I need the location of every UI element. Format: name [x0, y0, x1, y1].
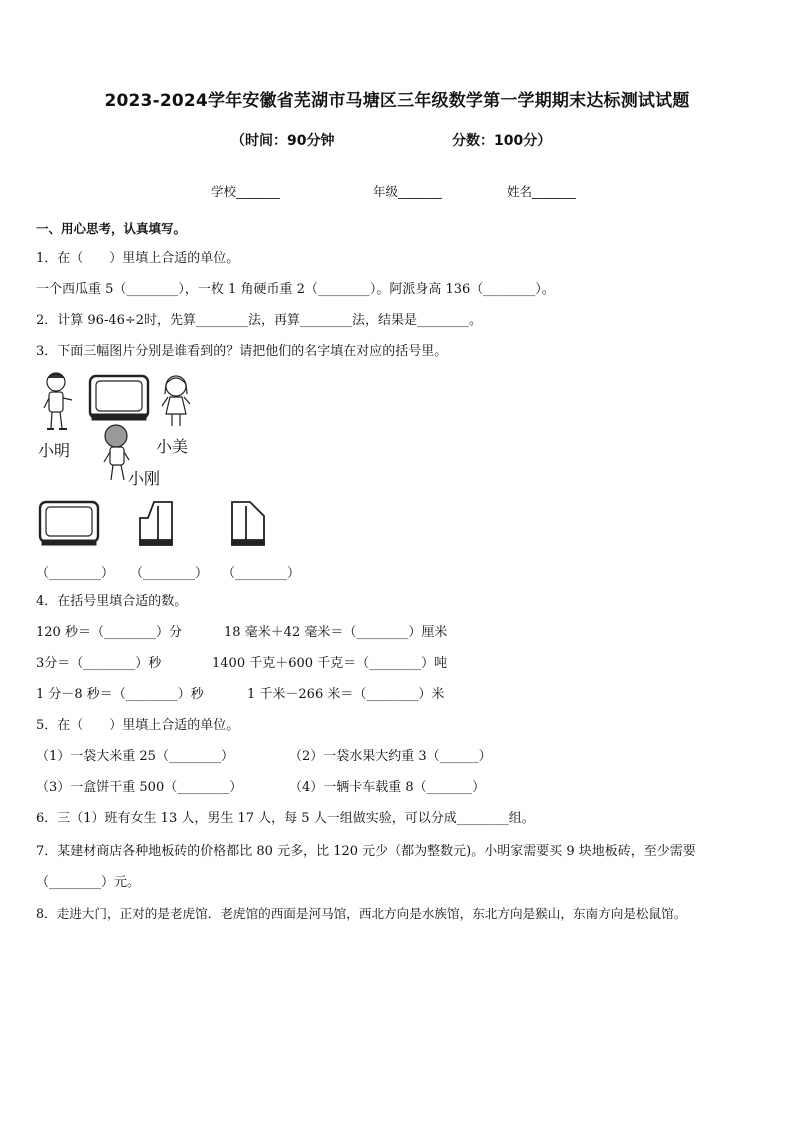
exam-title: 2023-2024学年安徽省芜湖市马塘区三年级数学第一学期期末达标测试试题	[104, 91, 690, 111]
q2-stem: 2．计算 96-46÷2时，先算________法，再算________法，结果是________。	[36, 313, 483, 328]
q1-stem: 1．在（ ）里填上合适的单位。	[36, 251, 240, 266]
q7-answer[interactable]: （________）元。	[36, 875, 141, 890]
q3-answer-1[interactable]: （________）	[36, 566, 115, 581]
q7-stem: 7．某建材商店各种地板砖的价格都比 80 元多，比 120 元少（都为整数元)。小明家需要买 9 块地板砖，至少需要	[36, 844, 696, 859]
label-xiaoming: 小明	[38, 441, 71, 460]
xiaogang-figure	[104, 425, 129, 480]
q4-stem: 4．在括号里填合适的数。	[36, 594, 188, 609]
q5-stem: 5．在（ ）里填上合适的单位。	[36, 718, 240, 733]
q5-item3[interactable]: （3）一盒饼干重 500（________）	[36, 780, 243, 795]
q3-views	[36, 496, 276, 552]
school-field[interactable]: 学校_______	[211, 184, 280, 199]
q8-stem: 8．走进大门，正对的是老虎馆．老虎馆的西面是河马馆，西北方向是水族馆，东北方向是猴山，东南方向是松鼠馆。	[36, 906, 687, 921]
q3-answer-2[interactable]: （________）	[130, 566, 209, 581]
q4-row2-right[interactable]: 1400 千克＋600 千克＝（________）吨	[212, 656, 448, 671]
tv-object	[90, 376, 148, 420]
total-score: 分数：100分）	[452, 133, 552, 149]
q3-scene-illustration	[34, 370, 204, 490]
view-front	[40, 502, 98, 545]
q5-item2[interactable]: （2）一袋水果大约重 3（______）	[289, 749, 492, 764]
xiaoming-figure	[44, 373, 72, 429]
time-limit: （时间：90分钟	[231, 133, 335, 149]
grade-field[interactable]: 年级_______	[373, 184, 442, 199]
section-heading: 一、用心思考，认真填写。	[36, 221, 187, 236]
q4-row2-left[interactable]: 3分＝（________）秒	[36, 656, 162, 671]
q5-item1[interactable]: （1）一袋大米重 25（________）	[36, 749, 234, 764]
q5-item4[interactable]: （4）一辆卡车载重 8（_______）	[289, 780, 486, 795]
q1-line: 一个西瓜重 5（________），一枚 1 角硬币重 2（________）。阿派身高 136（________）。	[36, 282, 555, 297]
q3-answer-3[interactable]: （________）	[222, 566, 301, 581]
xiaomei-figure	[162, 376, 190, 426]
q4-row3-left[interactable]: 1 分－8 秒＝（________）秒	[36, 687, 204, 702]
q4-row1-right[interactable]: 18 毫米＋42 毫米＝（________）厘米	[224, 625, 448, 640]
q6-stem[interactable]: 6．三（1）班有女生 13 人，男生 17 人，每 5 人一组做实验，可以分成________组。	[36, 811, 535, 826]
view-side-right	[232, 502, 264, 545]
name-field[interactable]: 姓名_______	[507, 184, 576, 199]
label-xiaomei: 小美	[156, 437, 189, 456]
q3-stem: 3．下面三幅图片分别是谁看到的？请把他们的名字填在对应的括号里。	[36, 344, 448, 359]
view-side-left	[140, 502, 172, 545]
q4-row3-right[interactable]: 1 千米－266 米＝（________）米	[247, 687, 445, 702]
q4-row1-left[interactable]: 120 秒＝（________）分	[36, 625, 182, 640]
label-xiaogang: 小刚	[128, 469, 161, 488]
